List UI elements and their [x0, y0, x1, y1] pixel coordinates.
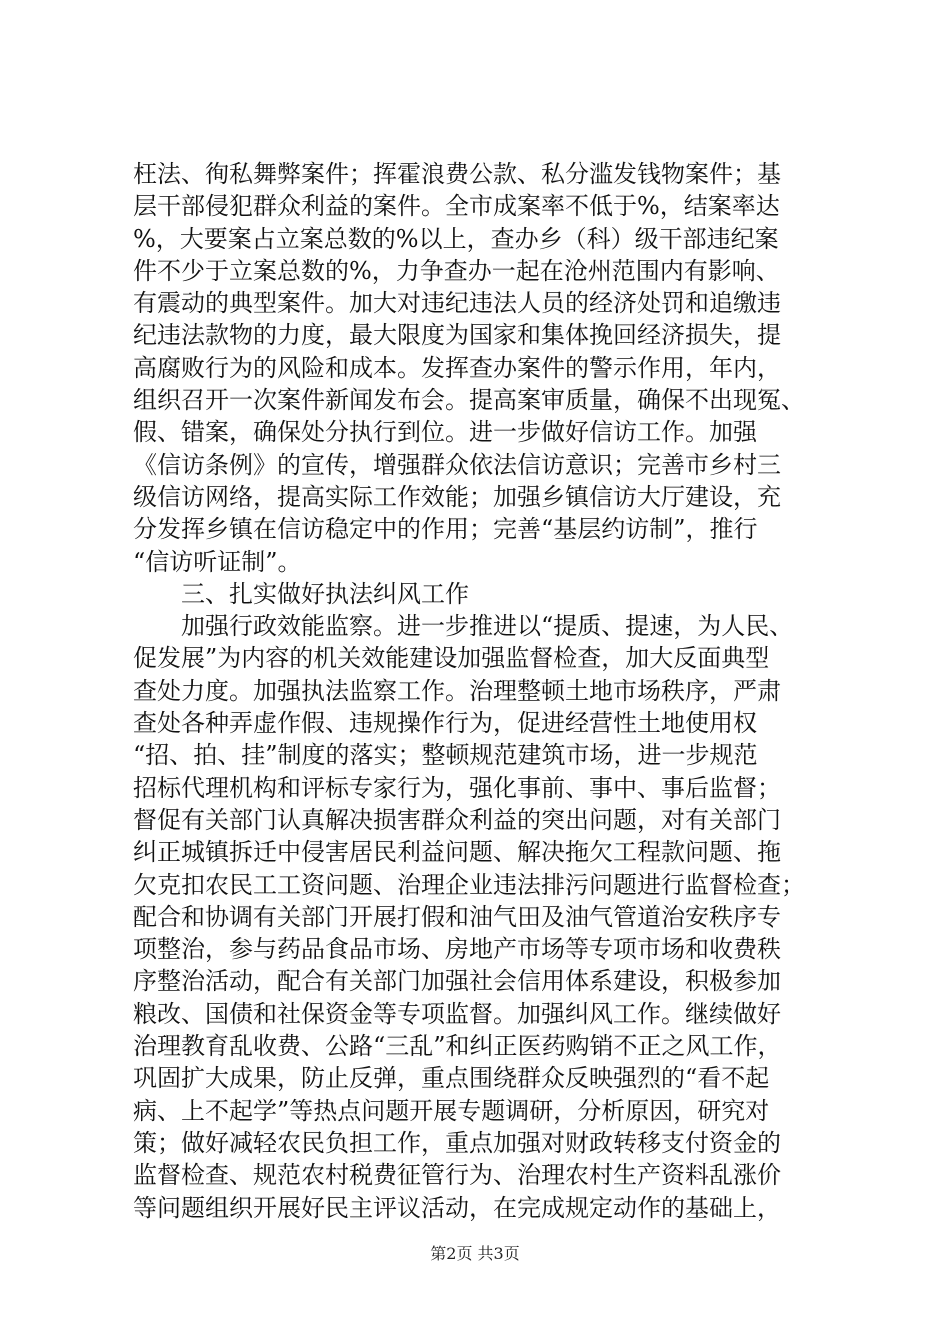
text-line: 层干部侵犯群众利益的案件。全市成案率不低于%，结案率达 — [133, 192, 780, 221]
text-line: 组织召开一次案件新闻发布会。提高案审质量，确保不出现冤、 — [133, 386, 805, 415]
text-line: 枉法、徇私舞弊案件；挥霍浪费公款、私分滥发钱物案件；基 — [133, 160, 781, 188]
text-line: 分发挥乡镇在信访稳定中的作用；完善“基层约访制”，推行 — [133, 515, 758, 544]
text-line: 监督检查、规范农村税费征管行为、治理农村生产资料乱涨价 — [133, 1161, 781, 1190]
text-line: 巩固扩大成果，防止反弹，重点围绕群众反映强烈的“看不起 — [133, 1064, 770, 1093]
text-line: 粮改、国债和社保资金等专项监督。加强纠风工作。继续做好 — [133, 999, 781, 1028]
text-line: 假、错案，确保处分执行到位。进一步做好信访工作。加强 — [133, 418, 757, 447]
text-line: 序整治活动，配合有关部门加强社会信用体系建设，积极参加 — [133, 967, 781, 996]
text-line: 加强行政效能监察。进一步推进以“提质、提速，为人民、 — [181, 612, 794, 641]
text-line: 项整治，参与药品食品市场、房地产市场等专项市场和收费秩 — [133, 935, 781, 964]
document-body — [133, 158, 833, 1224]
page-number-footer: 第2页 共3页 — [430, 1244, 520, 1263]
text-line: %，大要案占立案总数的%以上，查办乡（科）级干部违纪案 — [133, 224, 779, 253]
text-line: “招、拍、挂”制度的落实；整顿规范建筑市场，进一步规范 — [133, 741, 758, 770]
text-line: 策；做好减轻农民负担工作，重点加强对财政转移支付资金的 — [133, 1128, 781, 1157]
section-heading: 三、扎实做好执法纠风工作 — [181, 579, 469, 608]
text-line: 查处力度。加强执法监察工作。治理整顿土地市场秩序，严肃 — [133, 676, 781, 705]
text-line: 招标代理机构和评标专家行为，强化事前、事中、事后监督； — [133, 773, 781, 802]
text-line: 纠正城镇拆迁中侵害居民利益问题、解决拖欠工程款问题、拖 — [133, 838, 781, 867]
text-line: 配合和协调有关部门开展打假和油气田及油气管道治安秩序专 — [133, 902, 781, 931]
text-line: “信访听证制”。 — [133, 547, 302, 576]
text-line: 等问题组织开展好民主评议活动，在完成规定动作的基础上， — [133, 1193, 781, 1222]
text-line: 《信访条例》的宣传，增强群众依法信访意识；完善市乡村三 — [133, 450, 781, 479]
text-line: 件不少于立案总数的%，力争查办一起在沧州范围内有影响、 — [133, 256, 780, 285]
text-line: 有震动的典型案件。加大对违纪违法人员的经济处罚和追缴违 — [133, 289, 781, 318]
text-line: 促发展”为内容的机关效能建设加强监督检查，加大反面典型 — [133, 644, 770, 673]
text-line: 欠克扣农民工工资问题、治理企业违法排污问题进行监督检查； — [133, 870, 805, 899]
text-line: 治理教育乱收费、公路“三乱”和纠正医药购销不正之风工作， — [133, 1032, 782, 1061]
text-line: 病、上不起学”等热点问题开展专题调研，分析原因，研究对 — [133, 1096, 770, 1125]
text-line: 查处各种弄虚作假、违规操作行为，促进经营性土地使用权 — [133, 709, 757, 738]
text-line: 级信访网络，提高实际工作效能；加强乡镇信访大厅建设，充 — [133, 482, 781, 511]
text-line: 高腐败行为的风险和成本。发挥查办案件的警示作用，年内， — [133, 353, 781, 382]
text-line: 督促有关部门认真解决损害群众利益的突出问题，对有关部门 — [133, 805, 781, 834]
text-line: 纪违法款物的力度，最大限度为国家和集体挽回经济损失，提 — [133, 321, 781, 350]
